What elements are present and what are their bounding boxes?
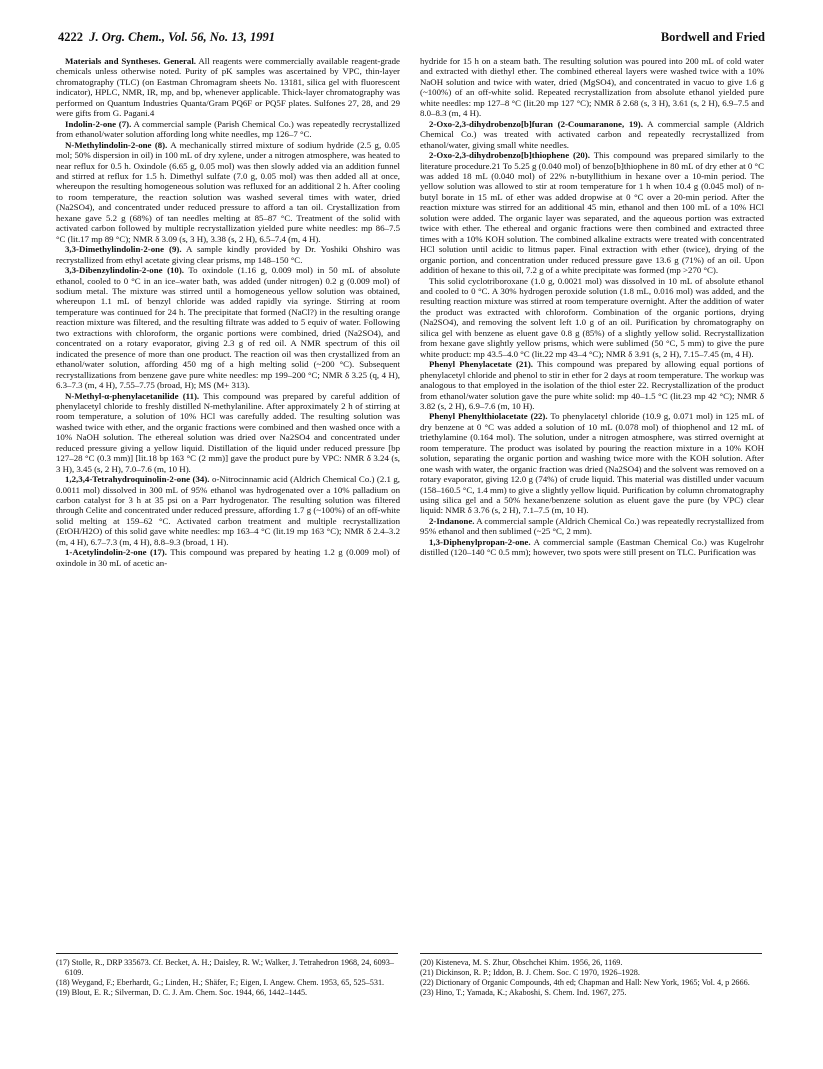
journal-citation: J. Org. Chem., Vol. 56, No. 13, 1991 (89, 30, 276, 44)
paragraph (420, 411, 764, 516)
section-heading: 3,3-Dimethylindolin-2-one (9). (65, 244, 182, 255)
paragraph (56, 244, 400, 265)
paragraph (56, 547, 400, 568)
left-column (56, 56, 400, 568)
paragraph-text: This compound was prepared by careful addition of phenylacetyl chloride to freshly distilled N-methylaniline. After approximately 2 h of stirring at room temperature, a solution of 10% HCl was carefully added. The resulting solution was washed twice with ether, and the organic fractions were combined and then washed once with a 10% NaOH solution. The ethereal solution was dried over Na2SO4 and concentrated under reduced pressure giving a yellow liquid. Distillation of the liquid under reduced pressure [bp 127–28 °C (0.3 mm)] [lit.18 bp 163 °C (2 mm)] gave the product pure by VPC: NMR δ 3.24 (s, 3 H), 3.45 (s, 2 H), 7.0–7.6 (m, 10 H). (56, 390, 400, 474)
paragraph-text: A commercial sample (Eastman Chemical Co.) was Kugelrohr distilled (120–140 °C 0.5 mm); however, two spots were still present on TLC. Purification was (420, 536, 764, 558)
section-heading: 1-Acetylindolin-2-one (17). (65, 547, 167, 558)
paragraph (420, 516, 764, 537)
paragraph (420, 56, 764, 119)
paragraph-text: A commercial sample (Aldrich Chemical Co.) was treated with activated carbon and repeatedly recrystallized from ethanol/water, giving small white needles. (420, 118, 764, 150)
section-heading: 2-Indanone. (429, 515, 475, 526)
page-number: 4222 (58, 30, 83, 44)
paragraph (56, 265, 400, 390)
section-heading: 2-Oxo-2,3-dihydrobenzo[b]thiophene (20). (429, 150, 590, 161)
paragraph (420, 119, 764, 150)
section-heading: 1,2,3,4-Tetrahydroquinolin-2-one (34). (65, 474, 210, 485)
section-heading: 1,3-Diphenylpropan-2-one. (429, 536, 531, 547)
paragraph-text: A commercial sample (Aldrich Chemical Co.) was repeatedly recrystallized from 95% ethanol and then sublimed (~25 °C, 2 mm). (420, 515, 764, 537)
footnotes-right (420, 958, 762, 998)
paragraph (420, 276, 764, 360)
footnote: (19) Blout, E. R.; Silverman, D. C. J. Am. Chem. Soc. 1944, 66, 1442–1445. (56, 987, 308, 997)
footnote: (22) Dictionary of Organic Compounds, 4th ed; Chapman and Hall: New York, 1965; Vol. 4, p 2666. (420, 977, 750, 987)
paragraph-text: This compound was prepared similarly to the literature procedure.21 To 5.25 g (0.040 mol) of benzo[b]thiophene in 80 mL of dry ether at 0 °C was added 18 mL (0.040 mol) of 22% n-butyllithium in hexane over a 10-min period. The yellow solution was allowed to stir at room temperature for 1 h when 10.4 g (0.045 mol) of n-butyl borate in 15 mL of ether was added dropwise at 0 °C over a 20-min period. After the reaction mixture was stirred for an additional 45 min, ethanol and then 100 mL of a 10% HCl solution were added. The organic layer was separated, and the aqueous portion was extracted twice with ether. The ethereal and organic fractions were then combined and extracted three times with a 10% KOH solution. The combined alkaline extracts were treated with concentrated HCl solution until acidic to litmus paper. Final extraction with ether (twice), drying of the organic portion, and concentration under reduced pressure gave 13.6 g (71%) of an oil. Upon addition of hexane to this oil, 7.2 g of a white precipitate was formed (mp >270 °C). (420, 150, 764, 276)
paragraph-text: This solid cyclotriboroxane (1.0 g, 0.0021 mol) was dissolved in 10 mL of absolute ethanol and cooled to 0 °C. A 30% hydrogen peroxide solution (1.8 mL, 0.016 mol) was added, and the resulting reaction mixture was stirred at room temperature overnight. After the addition of water the product was extracted with chloroform. Combination of the organic portions, drying (Na2SO4), and removing the solvent left 1.0 g of an oil. Purification by chromatography on silica gel with benzene as eluent gave 0.8 g (85%) of a slightly yellow solid. Recrystallization from hexane gave slightly yellow prisms, which were sublimed (50 °C, 5 mm) to give the pure white product: mp 43.5–4.0 °C (lit.22 mp 43–4 °C); NMR δ 3.91 (s, 2 H), 7.15–7.45 (m, 4 H). (420, 275, 764, 359)
right-column (420, 56, 764, 558)
footnotes-left (56, 958, 398, 998)
paragraph-text: hydride for 15 h on a steam bath. The resulting solution was poured into 200 mL of cold water and extracted with diethyl ether. The combined ethereal layers were washed twice with a 10% NaOH solution and twice with water, dried (MgSO4), and concentrated in vacuo to give 1.6 g (~100%) of an off-white solid. Repeated recrystallization from absolute ethanol yielded pure white needles: mp 127–8 °C (lit.20 mp 127 °C); NMR δ 2.68 (s, 3 H), 3.61 (s, 2 H), 6.9–7.5 and 8.0–8.3 (m, 4 H). (420, 56, 764, 119)
section-heading: N-Methyl-α-phenylacetanilide (11). (65, 390, 200, 401)
paragraph-text: This compound was prepared by heating 1.2 g (0.009 mol) of oxindole in 30 mL of acetic an- (56, 547, 400, 568)
section-heading: Materials and Syntheses. General. (65, 56, 197, 66)
footnote: (21) Dickinson, R. P.; Iddon, B. J. Chem. Soc. C 1970, 1926–1928. (420, 967, 640, 977)
paragraph-text: To oxindole (1.16 g, 0.009 mol) in 50 mL of absolute ethanol, cooled to 0 °C in an ice–water bath, was added (under nitrogen) 0.2 g (0.009 mol) of sodium metal. The mixture was stirred until a homogeneous yellow solution was obtained, whereupon 1.1 mL of benzyl chloride was added rapidly via syringe. Stirring at room temperature was continued for 24 h. The precipitate that formed (NaCl?) in the resulting orange reaction mixture was filtered, and the resulting filtrate was added to 5 equiv of water. Following two extractions with chloroform, the organic portions were combined, dried (Na2SO4), and concentrated on a rotary evaporator, giving 2.3 g of red oil. A NMR spectrum of this oil indicated the presence of more than one product. The reaction oil was then crystallized from an ethanol/water solution, affording 450 mg of a high melting solid (~200 °C). Subsequent recrystallizations from benzene gave pure white needles: mp 199–200 °C; NMR δ 3.25 (q, 4 H), 6.3–7.3 (m, 4 H), 7.55–7.75 (broad, H); MS (M+ 313). (56, 265, 400, 391)
paragraph (56, 119, 400, 140)
paragraph-text: A commercial sample (Parish Chemical Co.) was repeatedly recrystallized from ethanol/water solution affording long white needles, mp 126–7 °C. (56, 118, 400, 140)
section-heading: 3,3-Dibenzylindolin-2-one (10). (65, 265, 185, 276)
paragraph (56, 391, 400, 475)
footnote: (17) Stolle, R., DRP 335673. Cf. Becket, A. H.; Daisley, R. W.; Walker, J. Tetrahedron 1968, 24, 6093–6109. (56, 958, 394, 977)
header-left (58, 30, 275, 45)
paragraph-text: A mechanically stirred mixture of sodium hydride (2.5 g, 0.05 mol; 50% dispersion in oil) in 100 mL of dry xylene, under a nitrogen atmosphere, was heated to near reflux for 0.5 h. Oxindole (6.65 g, 0.05 mol) was then slowly added via an addition funnel and stirred at reflux for 1.5 h. Dimethyl sulfate (7.0 g, 0.05 mol) was then added all at once, whereupon the resulting homogeneous solution was refluxed for an additional 2 h. After cooling to room temperature, the reaction solution was washed several times with water, dried (Na2SO4), and concentrated under reduced pressure to afford a tan oil. Crystallization from hexane gave 5.2 g (68%) of tan needles melting at 85–87 °C. Treatment of the solid with activated carbon followed by multiple recrystallization yielded pure white needles: mp 86–7.5 °C (lit.17 mp 89 °C); NMR δ 3.09 (s, 3 H), 3.38 (s, 2 H), 6.5–7.4 (m, 4 H). (56, 139, 400, 244)
header-authors: Bordwell and Fried (660, 30, 765, 44)
footnote-rule-right (420, 953, 762, 954)
paragraph-text: To phenylacetyl chloride (10.9 g, 0.071 mol) in 125 mL of dry benzene at 0 °C was added a solution of 10 mL (0.078 mol) of thiophenol and 12 mL of triethylamine (0.164 mol). The solution, under a nitrogen atmosphere, was stirred overnight at room temperature. The product was isolated by pouring the reaction mixture in a 10% KOH solution, separating the organic portion and washing twice more with the KOH solution. After one wash with water, the organic fraction was dried (Na2SO4) and the solvent was removed on a rotary evaporator, giving 12.0 g (74%) of crude liquid. This material was distilled under vacuum (158–160.5 °C, 1.4 mm) to give a slightly yellow liquid. Purification by column chromatography using silica gel and a 50% hexane/benzene solution as eluent gave the pure (by VPC) clear liquid: NMR δ 3.76 (s, 2 H), 7.1–7.5 (m, 10 H). (420, 411, 764, 516)
paragraph (420, 359, 764, 411)
paragraph-text: o-Nitrocinnamic acid (Aldrich Chemical Co.) (2.1 g, 0.0011 mol) dissolved in 300 mL of 95% ethanol was hydrogenated over a 10% palladium on carbon catalyst for 3 h at 35 psi on a Parr hydrogenator. The resulting solution was filtered through Celite and concentrated under reduced pressure, affording 1.7 g (~100%) of an off-white solid melting at 159–62 °C. Activated carbon treatment and multiple recrystallization (EtOH/H2O) of this solid gave white needles: mp 163–4 °C (lit.19 mp 163 °C); NMR δ 2.4–3.2 (m, 4 H), 6.7–7.3 (m, 4 H), 8.8–9.3 (broad, 1 H). (56, 474, 401, 547)
paragraph (56, 140, 400, 245)
paragraph (420, 150, 764, 275)
paragraph (56, 56, 400, 119)
section-heading: 2-Oxo-2,3-dihydrobenzo[b]furan (2-Coumaranone, 19). (429, 118, 643, 129)
paragraph-text: All reagents were commercially available reagent-grade chemicals unless otherwise noted. Purity of pK samples was ascertained by VPC, thin-layer chromatography (TLC) (on Eastman Chromagram sheets No. 13181, silica gel with fluorescent indicator), HPLC, NMR, IR, mp, and bp, whenever applicable. Thick-layer chromatography was performed on Quantum Industries Quanta/Gram PQ6F or PQ5F plates. Sulfones 27, 28, and 29 were gifts from G. Pagani.4 (56, 56, 400, 119)
footnote-rule-left (56, 953, 398, 954)
footnote: (18) Weygand, F.; Eberhardt, G.; Linden, H.; Shäfer, F.; Eigen, I. Angew. Chem. 1953, 65, 525–531. (56, 977, 385, 987)
section-heading: N-Methylindolin-2-one (8). (65, 139, 168, 150)
section-heading: Indolin-2-one (7). (65, 118, 132, 129)
paragraph (420, 537, 764, 558)
footnote: (20) Kisteneva, M. S. Zhur, Obschchei Khim. 1956, 26, 1169. (420, 958, 623, 967)
paragraph (56, 474, 400, 547)
footnote: (23) Hino, T.; Yamada, K.; Akaboshi, S. Chem. Ind. 1967, 275. (420, 987, 627, 997)
paragraph-text: A sample kindly provided by Dr. Yoshiki Ohshiro was recrystallized from ethyl acetate giving clear prisms, mp 148–150 °C. (56, 244, 400, 265)
section-heading: Phenyl Phenylthiolacetate (22). (429, 411, 548, 422)
paragraph-text: This compound was prepared by allowing equal portions of phenylacetyl chloride and phenol to stir in ether for 2 days at room temperature. The workup was analogous to that employed in the isolation of the thiol ester 22. Recrystallization of the product from ethanol/water solution gave the pure white solid: mp 40–1.5 °C (lit.23 mp 42 °C); NMR δ 3.82 (s, 2 H), 6.9–7.6 (m, 10 H). (420, 359, 764, 411)
section-heading: Phenyl Phenylacetate (21). (429, 359, 534, 370)
page-header (58, 30, 765, 46)
